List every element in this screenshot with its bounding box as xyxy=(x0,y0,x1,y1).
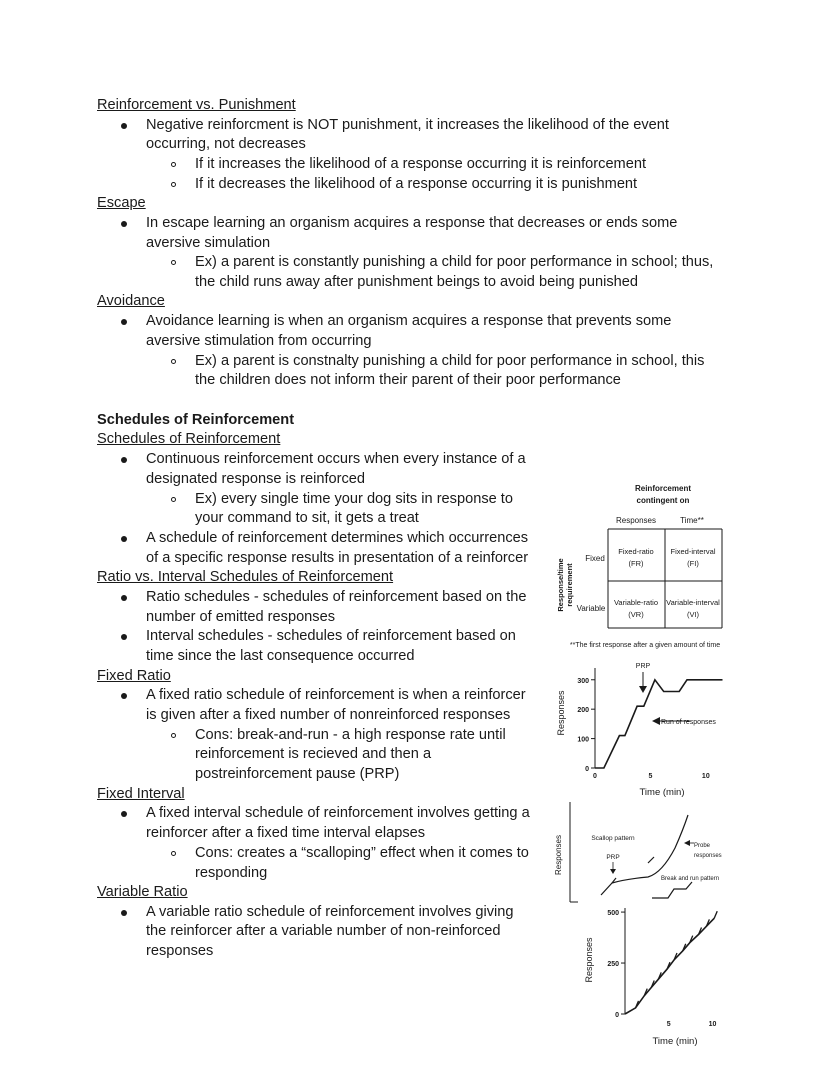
sub-bullet-item: Cons: break-and-run - a high response rate until xyxy=(195,726,506,746)
annotation-break-run: Break and run pattern xyxy=(661,876,720,882)
x-axis-label: Time (min) xyxy=(652,1036,698,1047)
bullet-item: A schedule of reinforcement determines which occurrences xyxy=(146,529,528,549)
table-row-axis-label-line1: Response/time xyxy=(556,558,565,612)
bullet-continuation: designated response is reinforced xyxy=(146,471,366,487)
sub-bullet-continuation: your command to sit, it gets a treat xyxy=(195,510,419,526)
table-column-time: Time** xyxy=(680,516,704,525)
probe-arrow-icon xyxy=(684,840,694,846)
y-tick-label: 0 xyxy=(615,1012,619,1019)
bullet-icon xyxy=(121,221,127,227)
y-tick-label: 500 xyxy=(607,910,619,918)
bullet-continuation: aversive simulation xyxy=(146,235,271,251)
bullet-item: A variable ratio schedule of reinforcement involves giving xyxy=(146,903,513,923)
heading-escape: Escape xyxy=(97,195,146,211)
sub-bullet-continuation: the children does not inform their parent of their poor performance xyxy=(195,372,621,388)
section-title-schedules: Schedules of Reinforcement xyxy=(97,412,295,428)
annotation-probe-line2: responses xyxy=(694,853,722,859)
annotation-scallop: Scallop pattern xyxy=(591,835,635,842)
y-axis-label: Responses xyxy=(554,834,563,876)
table-header-line1: Reinforcement xyxy=(634,484,692,493)
cell-fixed-ratio-line2: (FR) xyxy=(628,559,644,568)
sub-bullet-icon xyxy=(171,182,176,187)
bullet-icon xyxy=(121,910,127,916)
annotation-prp: PRP xyxy=(635,663,651,670)
table-row-variable: Variable xyxy=(576,604,606,613)
sub-bullet-icon xyxy=(171,851,176,856)
cell-variable-ratio-line2: (VR) xyxy=(628,610,644,619)
break-run-sample xyxy=(652,882,692,898)
sub-bullet-continuation: the child runs away after punishment beings to avoid being punished xyxy=(195,274,638,290)
sub-bullet-item: Cons: creates a “scalloping” effect when it comes to xyxy=(195,844,529,864)
bullet-continuation: responses xyxy=(146,943,214,959)
bullet-continuation: the reinforcer after a variable number of non-reinforced xyxy=(146,923,501,939)
bullet-icon xyxy=(121,123,127,129)
y-tick-label: 300 xyxy=(577,677,589,685)
sub-bullet-icon xyxy=(171,260,176,265)
table-grid xyxy=(608,529,722,628)
table-footnote: **The first response after a given amount of time xyxy=(569,642,721,649)
sub-bullet-icon xyxy=(171,162,176,167)
heading-ratio-vs-interval: Ratio vs. Interval Schedules of Reinforcement xyxy=(97,569,394,585)
bullet-item: Negative reinforcment is NOT punishment, it increases the likelihood of the event xyxy=(146,116,669,136)
annotation-probe-line1: Probe xyxy=(694,843,711,849)
y-axis-label: Responses xyxy=(584,937,594,983)
x-tick-label: 5 xyxy=(648,773,653,780)
annotation-prp: PRP xyxy=(606,854,620,861)
heading-reinforcement-vs-punishment: Reinforcement vs. Punishment xyxy=(97,97,296,113)
bullet-icon xyxy=(121,634,127,640)
bullet-icon xyxy=(121,457,127,463)
table-column-responses: Responses xyxy=(615,516,657,525)
table-header-line2: contingent on xyxy=(636,496,690,505)
bullet-icon xyxy=(121,811,127,817)
table-row-axis-label-line2: requirement xyxy=(565,563,574,607)
bullet-continuation: reinforcer after a fixed time interval elapses xyxy=(146,825,426,841)
sub-bullet-item: Ex) a parent is constantly punishing a child for poor performance in school; thus, xyxy=(195,253,713,273)
prp-arrow-icon xyxy=(639,672,647,693)
bullet-item: A fixed ratio schedule of reinforcement is when a reinforcer xyxy=(146,686,526,706)
sub-bullet-continuation: reinforcement is recieved and then a xyxy=(195,746,432,762)
annotation-run: Run of responses xyxy=(661,719,716,726)
x-tick-label: 0 xyxy=(593,773,597,780)
cell-fixed-interval-line1: Fixed-interval xyxy=(670,547,716,556)
reinforcement-contingency-table xyxy=(550,478,730,650)
y-tick-label: 200 xyxy=(577,707,589,715)
bullet-continuation: time since the last consequence occurred xyxy=(146,648,415,664)
bullet-item: Ratio schedules - schedules of reinforcement based on the xyxy=(146,588,526,608)
cell-variable-interval-line2: (VI) xyxy=(686,610,700,619)
bullet-icon xyxy=(121,693,127,699)
y-axis-label: Responses xyxy=(556,690,566,736)
cell-variable-interval-line1: Variable-interval xyxy=(666,598,720,607)
reinforcement-mark xyxy=(714,911,717,918)
x-tick-label: 10 xyxy=(708,1021,717,1028)
sub-bullet-icon xyxy=(171,497,176,502)
sub-bullet-icon xyxy=(171,359,176,364)
y-tick-label: 0 xyxy=(585,766,589,773)
fixed-ratio-cumulative-chart xyxy=(550,655,740,800)
bullet-icon xyxy=(121,595,127,601)
bullet-item: A fixed interval schedule of reinforcement involves getting a xyxy=(146,804,530,824)
bullet-item: Continuous reinforcement occurs when every instance of a xyxy=(146,450,526,470)
bullet-continuation: of a specific response results in presentation of a reinforcer xyxy=(146,550,529,566)
bullet-icon xyxy=(121,536,127,542)
heading-fixed-ratio: Fixed Ratio xyxy=(97,668,171,684)
sub-bullet-item: If it increases the likelihood of a response occurring it is reinforcement xyxy=(195,155,646,175)
sub-bullet-continuation: postreinforcement pause (PRP) xyxy=(195,766,400,782)
bullet-continuation: number of emitted responses xyxy=(146,609,336,625)
heading-schedules-of-reinforcement: Schedules of Reinforcement xyxy=(97,431,281,447)
heading-fixed-interval: Fixed Interval xyxy=(97,786,185,802)
bullet-item: In escape learning an organism acquires a response that decreases or ends some xyxy=(146,214,677,234)
cell-fixed-interval-line2: (FI) xyxy=(687,559,699,568)
bullet-continuation: aversive stimulation from occurring xyxy=(146,333,372,349)
heading-avoidance: Avoidance xyxy=(97,293,165,309)
heading-variable-ratio: Variable Ratio xyxy=(97,884,188,900)
bullet-item: Interval schedules - schedules of reinforcement based on xyxy=(146,627,516,647)
bullet-continuation: is given after a fixed number of nonreinforced responses xyxy=(146,707,511,723)
x-axis-label: Time (min) xyxy=(639,787,685,798)
y-tick-label: 100 xyxy=(577,736,589,744)
sub-bullet-continuation: responding xyxy=(195,865,268,881)
sub-bullet-item: Ex) a parent is constnalty punishing a child for poor performance in school, this xyxy=(195,352,704,372)
fixed-interval-scallop-chart xyxy=(550,800,740,908)
bullet-item: Avoidance learning is when an organism acquires a response that prevents some xyxy=(146,312,671,332)
x-tick-label: 10 xyxy=(701,773,710,780)
series-line xyxy=(625,918,714,1014)
sub-bullet-icon xyxy=(171,733,176,738)
prp-arrow-icon xyxy=(610,862,616,874)
probe-segment xyxy=(648,857,654,863)
sub-bullet-item: If it decreases the likelihood of a response occurring it is punishment xyxy=(195,175,637,195)
bullet-continuation: occurring, not decreases xyxy=(146,136,306,152)
bullet-icon xyxy=(121,319,127,325)
cell-variable-ratio-line1: Variable-ratio xyxy=(613,598,659,607)
x-tick-label: 5 xyxy=(666,1021,671,1028)
table-row-fixed: Fixed xyxy=(585,554,605,563)
variable-ratio-cumulative-chart xyxy=(575,900,740,1050)
cell-fixed-ratio-line1: Fixed-ratio xyxy=(618,547,654,556)
sub-bullet-item: Ex) every single time your dog sits in response to xyxy=(195,490,513,510)
y-tick-label: 250 xyxy=(607,961,619,969)
